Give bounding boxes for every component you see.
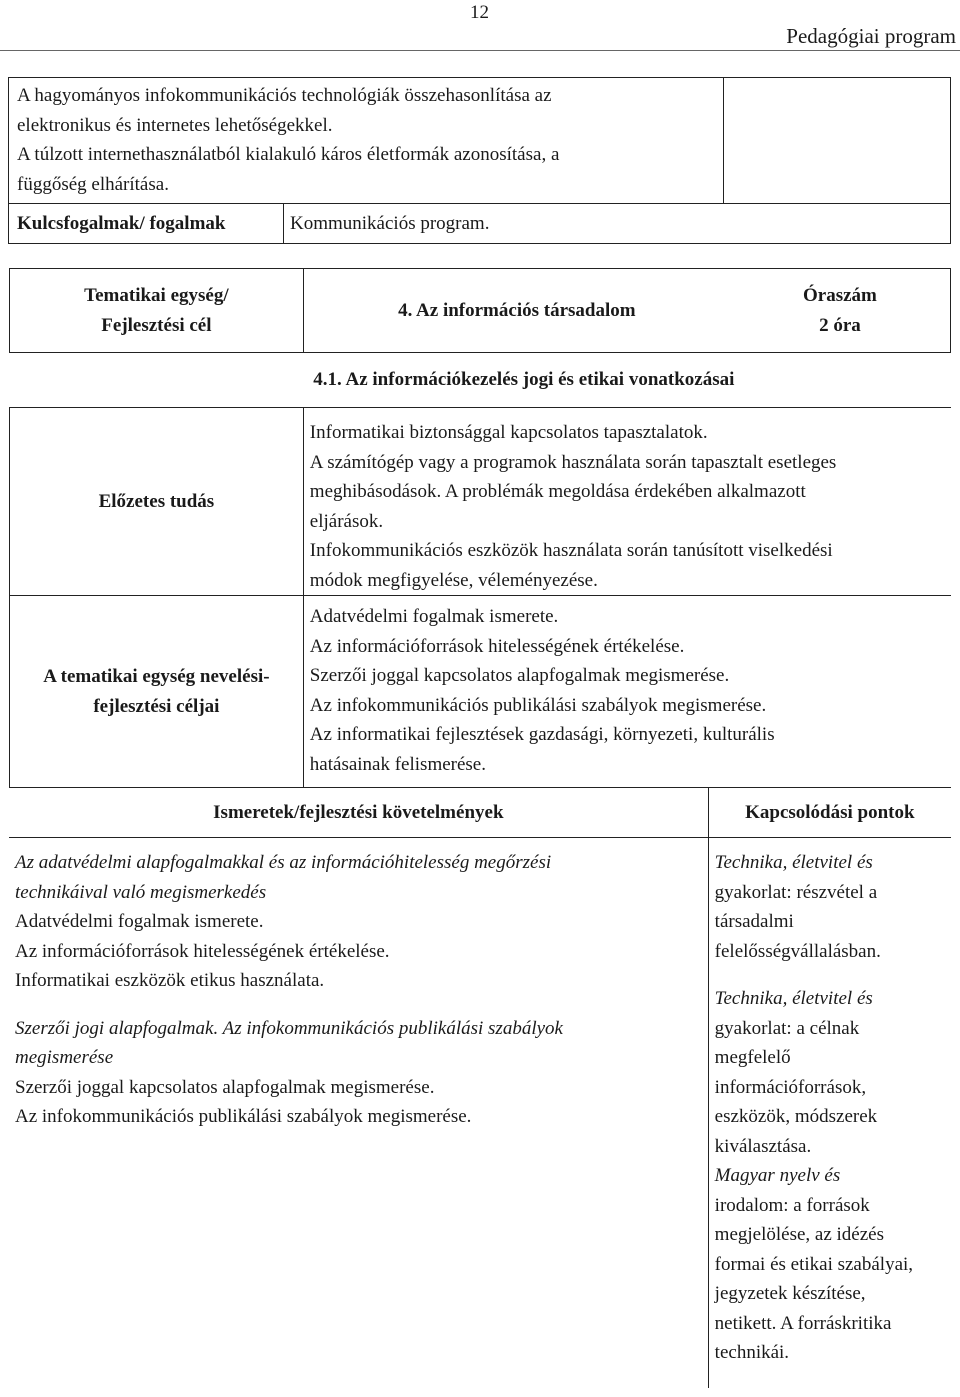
header-rule [0,50,960,51]
requirement-line: Adatvédelmi fogalmak ismerete. [15,911,264,932]
goals-label-cell [10,596,304,788]
unit-label-line1: Tematikai egység/ [84,285,229,306]
links-header: Kapcsolódási pontok [708,788,951,838]
goal-line: elektronikus és internetes lehetőségekkel. [17,114,333,136]
link-line: kiválasztása. [714,1135,812,1157]
link-line: irodalom: a források [714,1194,870,1216]
unit-label-cell [10,269,304,353]
link-block-1 [715,848,945,966]
prior-line: Infokommunikációs eszközök használata során tanúsított viselkedési [309,540,833,561]
goal-line: A hagyományos infokommunikációs technológiák összehasonlítása az [17,85,552,106]
prior-line: A számítógép vagy a programok használata során tapasztalt esetleges [309,451,837,473]
link-block-3 [715,1161,945,1368]
goal-item: Az infokommunikációs publikálási szabályok megismerése. [309,694,767,716]
goals-label-line1: A tematikai egység nevelési- [43,666,270,687]
prior-knowledge-label: Előzetes tudás [10,408,304,596]
goal-item: Szerzői joggal kapcsolatos alapfogalmak megismerése. [309,665,730,686]
goals-cell [303,596,950,788]
link-line: gyakorlat: részvétel a [714,881,878,903]
prior-line: meghibásodások. A problémák megoldása érdekében alkalmazott [309,481,806,502]
requirements-header: Ismeretek/fejlesztési követelmények [9,788,708,838]
goal-item: Az informatikai fejlesztések gazdasági, környezeti, kulturális [309,724,775,745]
hours-cell [730,269,951,353]
goal-text-cell [9,78,724,204]
link-subject: Technika, életvitel és [714,852,873,873]
requirement-block-2 [15,1014,702,1132]
unit-label-line2: Fejlesztési cél [101,314,212,336]
link-line: technikái. [714,1342,790,1363]
prior-line: módok megfigyelése, véleményezése. [309,569,598,591]
requirements-table [9,787,951,1388]
goals-label-line2: fejlesztési céljai [93,695,220,717]
requirement-heading: megismerése [15,1047,114,1068]
requirement-line: Informatikai eszközök etikus használata. [15,970,325,991]
prior-knowledge-cell [303,408,950,596]
requirement-heading: Az adatvédelmi alapfogalmakkal és az információhitelesség megőrzési [15,852,552,873]
unit-subtitle: 4.1. Az információkezelés jogi és etikai vonatkozásai [313,369,735,391]
link-line: eszközök, módszerek [714,1106,878,1127]
link-subject: Magyar nyelv és [714,1165,841,1186]
link-block-2 [715,984,945,1161]
requirements-body [9,838,708,1389]
key-concepts-value: Kommunikációs program. [284,204,951,244]
document-title: Pedagógiai program [786,24,956,48]
link-line: netikett. A forráskritika [714,1312,892,1334]
link-line: formai és etikai szabályai, [714,1253,914,1275]
link-subject: Technika, életvitel és [714,988,873,1009]
link-line: társadalmi [714,911,794,932]
link-line: megjelölése, az idézés [714,1224,885,1245]
goal-line: A túlzott internethasználatból kialakuló káros életformák azonosítása, a [17,144,560,165]
key-concepts-label: Kulcsfogalmak/ fogalmak [9,204,284,244]
link-line: megfelelő [714,1047,791,1068]
page-number: 12 [470,2,489,23]
link-line: információforrások, [714,1076,867,1098]
prior-line: eljárások. [309,510,384,532]
requirement-heading: Szerzői jogi alapfogalmak. Az infokommunikációs publikálási szabályok [15,1017,563,1039]
empty-cell [724,78,951,204]
requirement-block-1 [15,848,702,996]
requirement-line: Szerzői joggal kapcsolatos alapfogalmak megismerése. [15,1076,435,1098]
goal-item: Az információforrások hitelességének értékelése. [309,635,685,657]
requirement-line: Az infokommunikációs publikálási szabályok megismerése. [15,1106,472,1127]
empty-cell [10,353,304,408]
hours-value: 2 óra [819,314,861,336]
link-line: jegyzetek készítése, [714,1283,866,1304]
requirement-heading: technikáival való megismerkedés [15,881,267,903]
link-line: gyakorlat: a célnak [714,1017,860,1039]
links-body [708,838,951,1389]
unit-table [9,268,951,788]
goal-line: függőség elhárítása. [17,173,169,195]
link-line: felelősségvállalásban. [714,940,881,962]
requirement-line: Az információforrások hitelességének értékelése. [15,940,390,962]
goal-item: Adatvédelmi fogalmak ismerete. [309,606,559,627]
hours-label: Óraszám [803,285,877,306]
prior-line: Informatikai biztonsággal kapcsolatos tapasztalatok. [309,422,708,443]
goal-item: hatásainak felismerése. [309,753,486,775]
unit-title: 4. Az információs társadalom [303,269,730,353]
top-table [8,77,951,244]
